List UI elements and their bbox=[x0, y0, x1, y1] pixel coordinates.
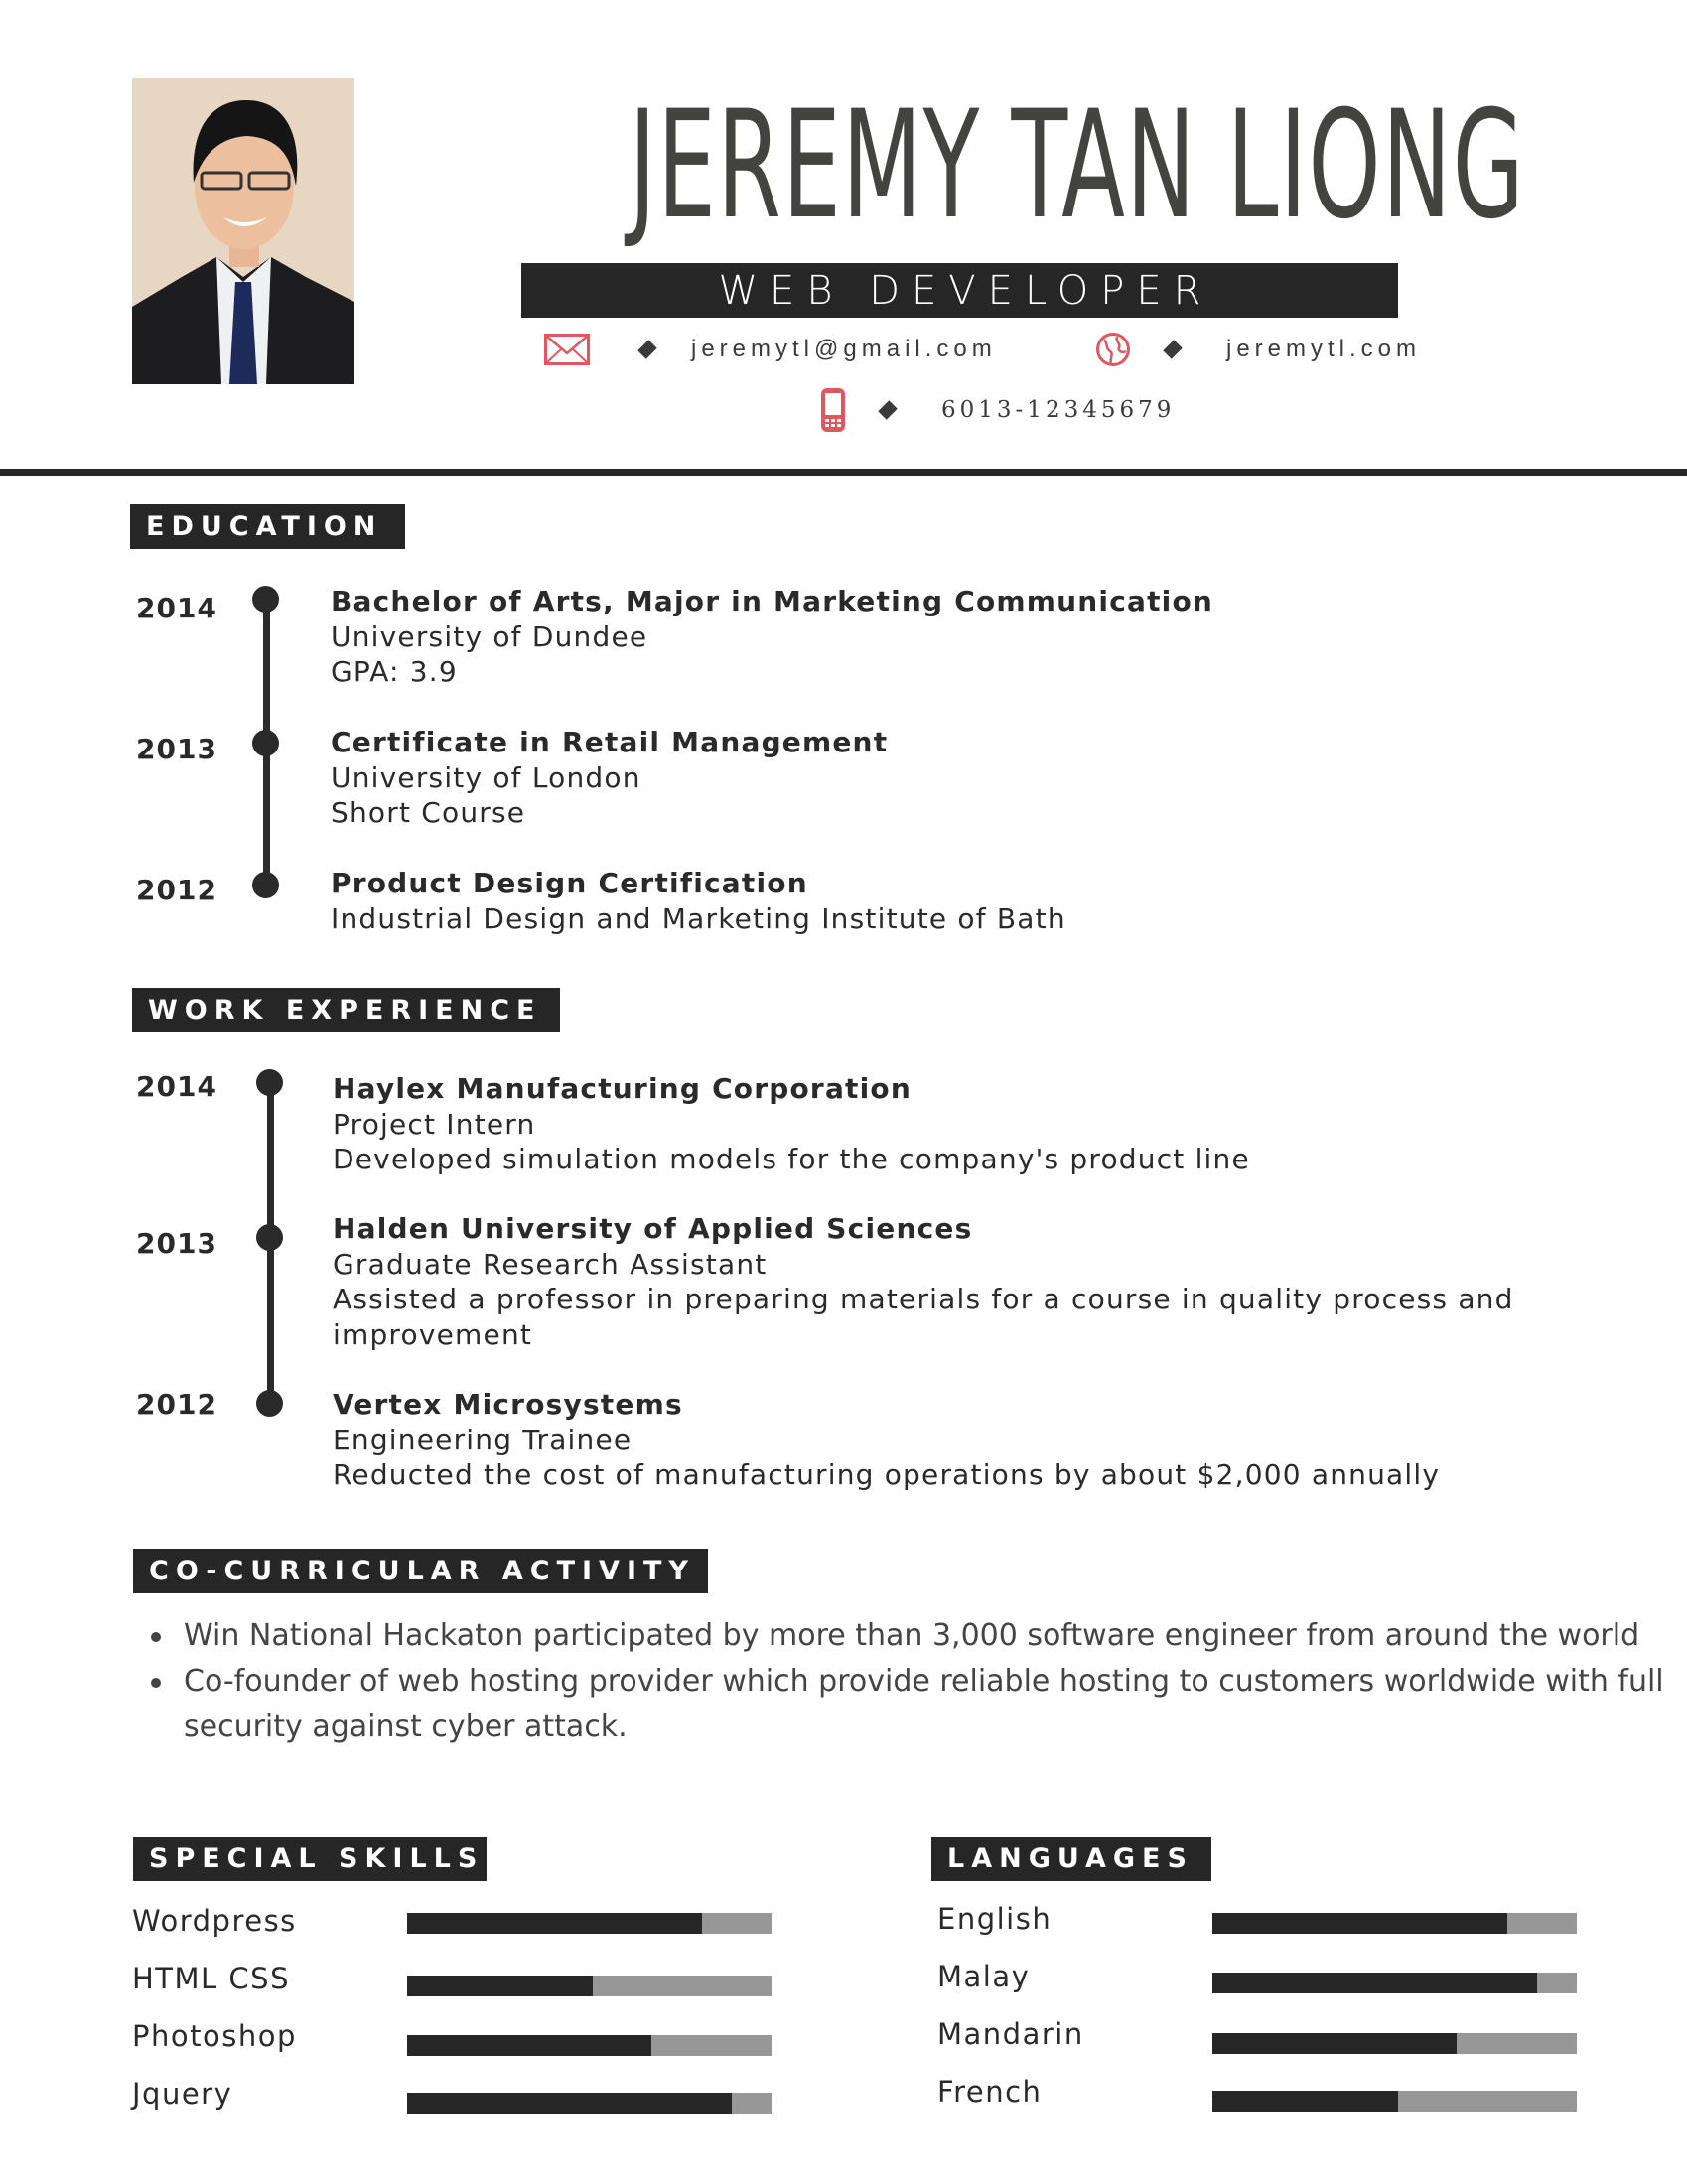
job-title-banner bbox=[521, 263, 1398, 318]
email-value[interactable]: jeremytl@gmail.com bbox=[691, 336, 997, 362]
language-name: French bbox=[937, 2075, 1043, 2109]
separator-diamond-icon bbox=[1163, 340, 1183, 359]
work-company: Halden University of Applied Sciences bbox=[333, 1212, 973, 1245]
language-level-fill bbox=[1212, 2091, 1398, 2112]
list-item: Win National Hackaton participated by more than 3,000 software engineer from around the world bbox=[149, 1613, 1678, 1659]
work-company: Vertex Microsystems bbox=[333, 1388, 683, 1421]
education-title: Certificate in Retail Management bbox=[331, 726, 889, 758]
education-line: GPA: 3.9 bbox=[331, 655, 458, 688]
skill-level-bar bbox=[407, 2093, 772, 2114]
contact-website bbox=[1095, 330, 1421, 369]
list-item: Co-founder of web hosting provider which provide reliable hosting to customers worldwide with full security against cyber attack. bbox=[149, 1659, 1678, 1750]
language-level-fill bbox=[1212, 1973, 1537, 1993]
language-name: Malay bbox=[937, 1960, 1031, 1993]
website-value[interactable]: jeremytl.com bbox=[1226, 336, 1422, 362]
education-item bbox=[331, 866, 1066, 936]
person-portrait-icon bbox=[132, 78, 354, 384]
skill-name: Photoshop bbox=[132, 2019, 297, 2053]
timeline-dot-icon bbox=[252, 730, 279, 756]
work-line: Project Intern bbox=[333, 1107, 536, 1141]
skill-level-bar bbox=[407, 1913, 772, 1934]
phone-value[interactable]: 6013-12345679 bbox=[941, 397, 1176, 423]
timeline-dot-icon bbox=[256, 1224, 283, 1251]
work-year: 2013 bbox=[136, 1227, 217, 1260]
separator-diamond-icon bbox=[637, 340, 657, 359]
education-line: University of Dundee bbox=[331, 619, 648, 653]
language-level-fill bbox=[1212, 2033, 1457, 2054]
education-item bbox=[331, 584, 1213, 690]
work-item bbox=[333, 1387, 1440, 1493]
skill-name: HTML CSS bbox=[132, 1962, 290, 1995]
skill-level-fill bbox=[407, 2035, 651, 2056]
work-line: Developed simulation models for the company's product line bbox=[333, 1143, 1250, 1175]
work-line: Assisted a professor in preparing materials for a course in quality process and bbox=[333, 1283, 1514, 1315]
work-year: 2012 bbox=[136, 1388, 217, 1421]
job-title: WEB DEVELOPER bbox=[718, 267, 1213, 314]
education-line: Industrial Design and Marketing Institute of Bath bbox=[331, 901, 1066, 935]
skill-name: Wordpress bbox=[132, 1904, 297, 1938]
language-name: Mandarin bbox=[937, 2017, 1084, 2051]
header-divider bbox=[0, 469, 1687, 476]
education-year: 2014 bbox=[136, 592, 217, 624]
education-year: 2013 bbox=[136, 733, 217, 765]
timeline-dot-icon bbox=[256, 1390, 283, 1417]
work-line: Engineering Trainee bbox=[333, 1423, 633, 1456]
education-year: 2012 bbox=[136, 874, 217, 906]
work-line: Reducted the cost of manufacturing operations by about $2,000 annually bbox=[333, 1458, 1441, 1491]
work-item bbox=[333, 1071, 1250, 1177]
education-line: Short Course bbox=[331, 796, 526, 829]
skill-level-fill bbox=[407, 1913, 702, 1934]
education-item bbox=[331, 725, 888, 831]
skill-level-bar bbox=[407, 1976, 772, 1996]
timeline-dot-icon bbox=[256, 1069, 283, 1096]
language-level-bar bbox=[1212, 2091, 1577, 2112]
education-title: Product Design Certification bbox=[331, 867, 808, 899]
contact-phone bbox=[820, 387, 1175, 433]
education-line: University of London bbox=[331, 760, 641, 794]
section-label-cocurricular: CO-CURRICULAR ACTIVITY bbox=[133, 1549, 708, 1593]
language-level-bar bbox=[1212, 1973, 1577, 1993]
language-level-fill bbox=[1212, 1913, 1507, 1934]
section-label-work-experience: WORK EXPERIENCE bbox=[132, 988, 560, 1032]
cocurricular-list bbox=[149, 1613, 1678, 1750]
skill-level-bar bbox=[407, 2035, 772, 2056]
work-item bbox=[333, 1211, 1514, 1352]
envelope-icon bbox=[544, 334, 590, 365]
skill-name: Jquery bbox=[132, 2077, 233, 2111]
work-company: Haylex Manufacturing Corporation bbox=[333, 1072, 912, 1105]
language-name: English bbox=[937, 1902, 1053, 1936]
work-line: Graduate Research Assistant bbox=[333, 1247, 768, 1281]
language-level-bar bbox=[1212, 2033, 1577, 2054]
skill-level-fill bbox=[407, 2093, 732, 2114]
work-line: improvement bbox=[333, 1317, 533, 1351]
skill-level-fill bbox=[407, 1976, 593, 1996]
mobile-phone-icon bbox=[820, 387, 846, 433]
timeline-dot-icon bbox=[252, 586, 279, 613]
section-label-languages: LANGUAGES bbox=[931, 1837, 1211, 1881]
work-year: 2014 bbox=[136, 1070, 217, 1103]
globe-icon bbox=[1095, 332, 1131, 367]
contact-email bbox=[544, 332, 997, 367]
timeline-dot-icon bbox=[252, 872, 279, 898]
language-level-bar bbox=[1212, 1913, 1577, 1934]
profile-photo bbox=[132, 78, 354, 384]
section-label-education: EDUCATION bbox=[130, 504, 405, 549]
section-label-skills: SPECIAL SKILLS bbox=[133, 1837, 487, 1881]
separator-diamond-icon bbox=[878, 400, 898, 420]
education-title: Bachelor of Arts, Major in Marketing Communication bbox=[331, 585, 1214, 617]
candidate-name: JEREMY TAN LIONG bbox=[629, 79, 1525, 252]
